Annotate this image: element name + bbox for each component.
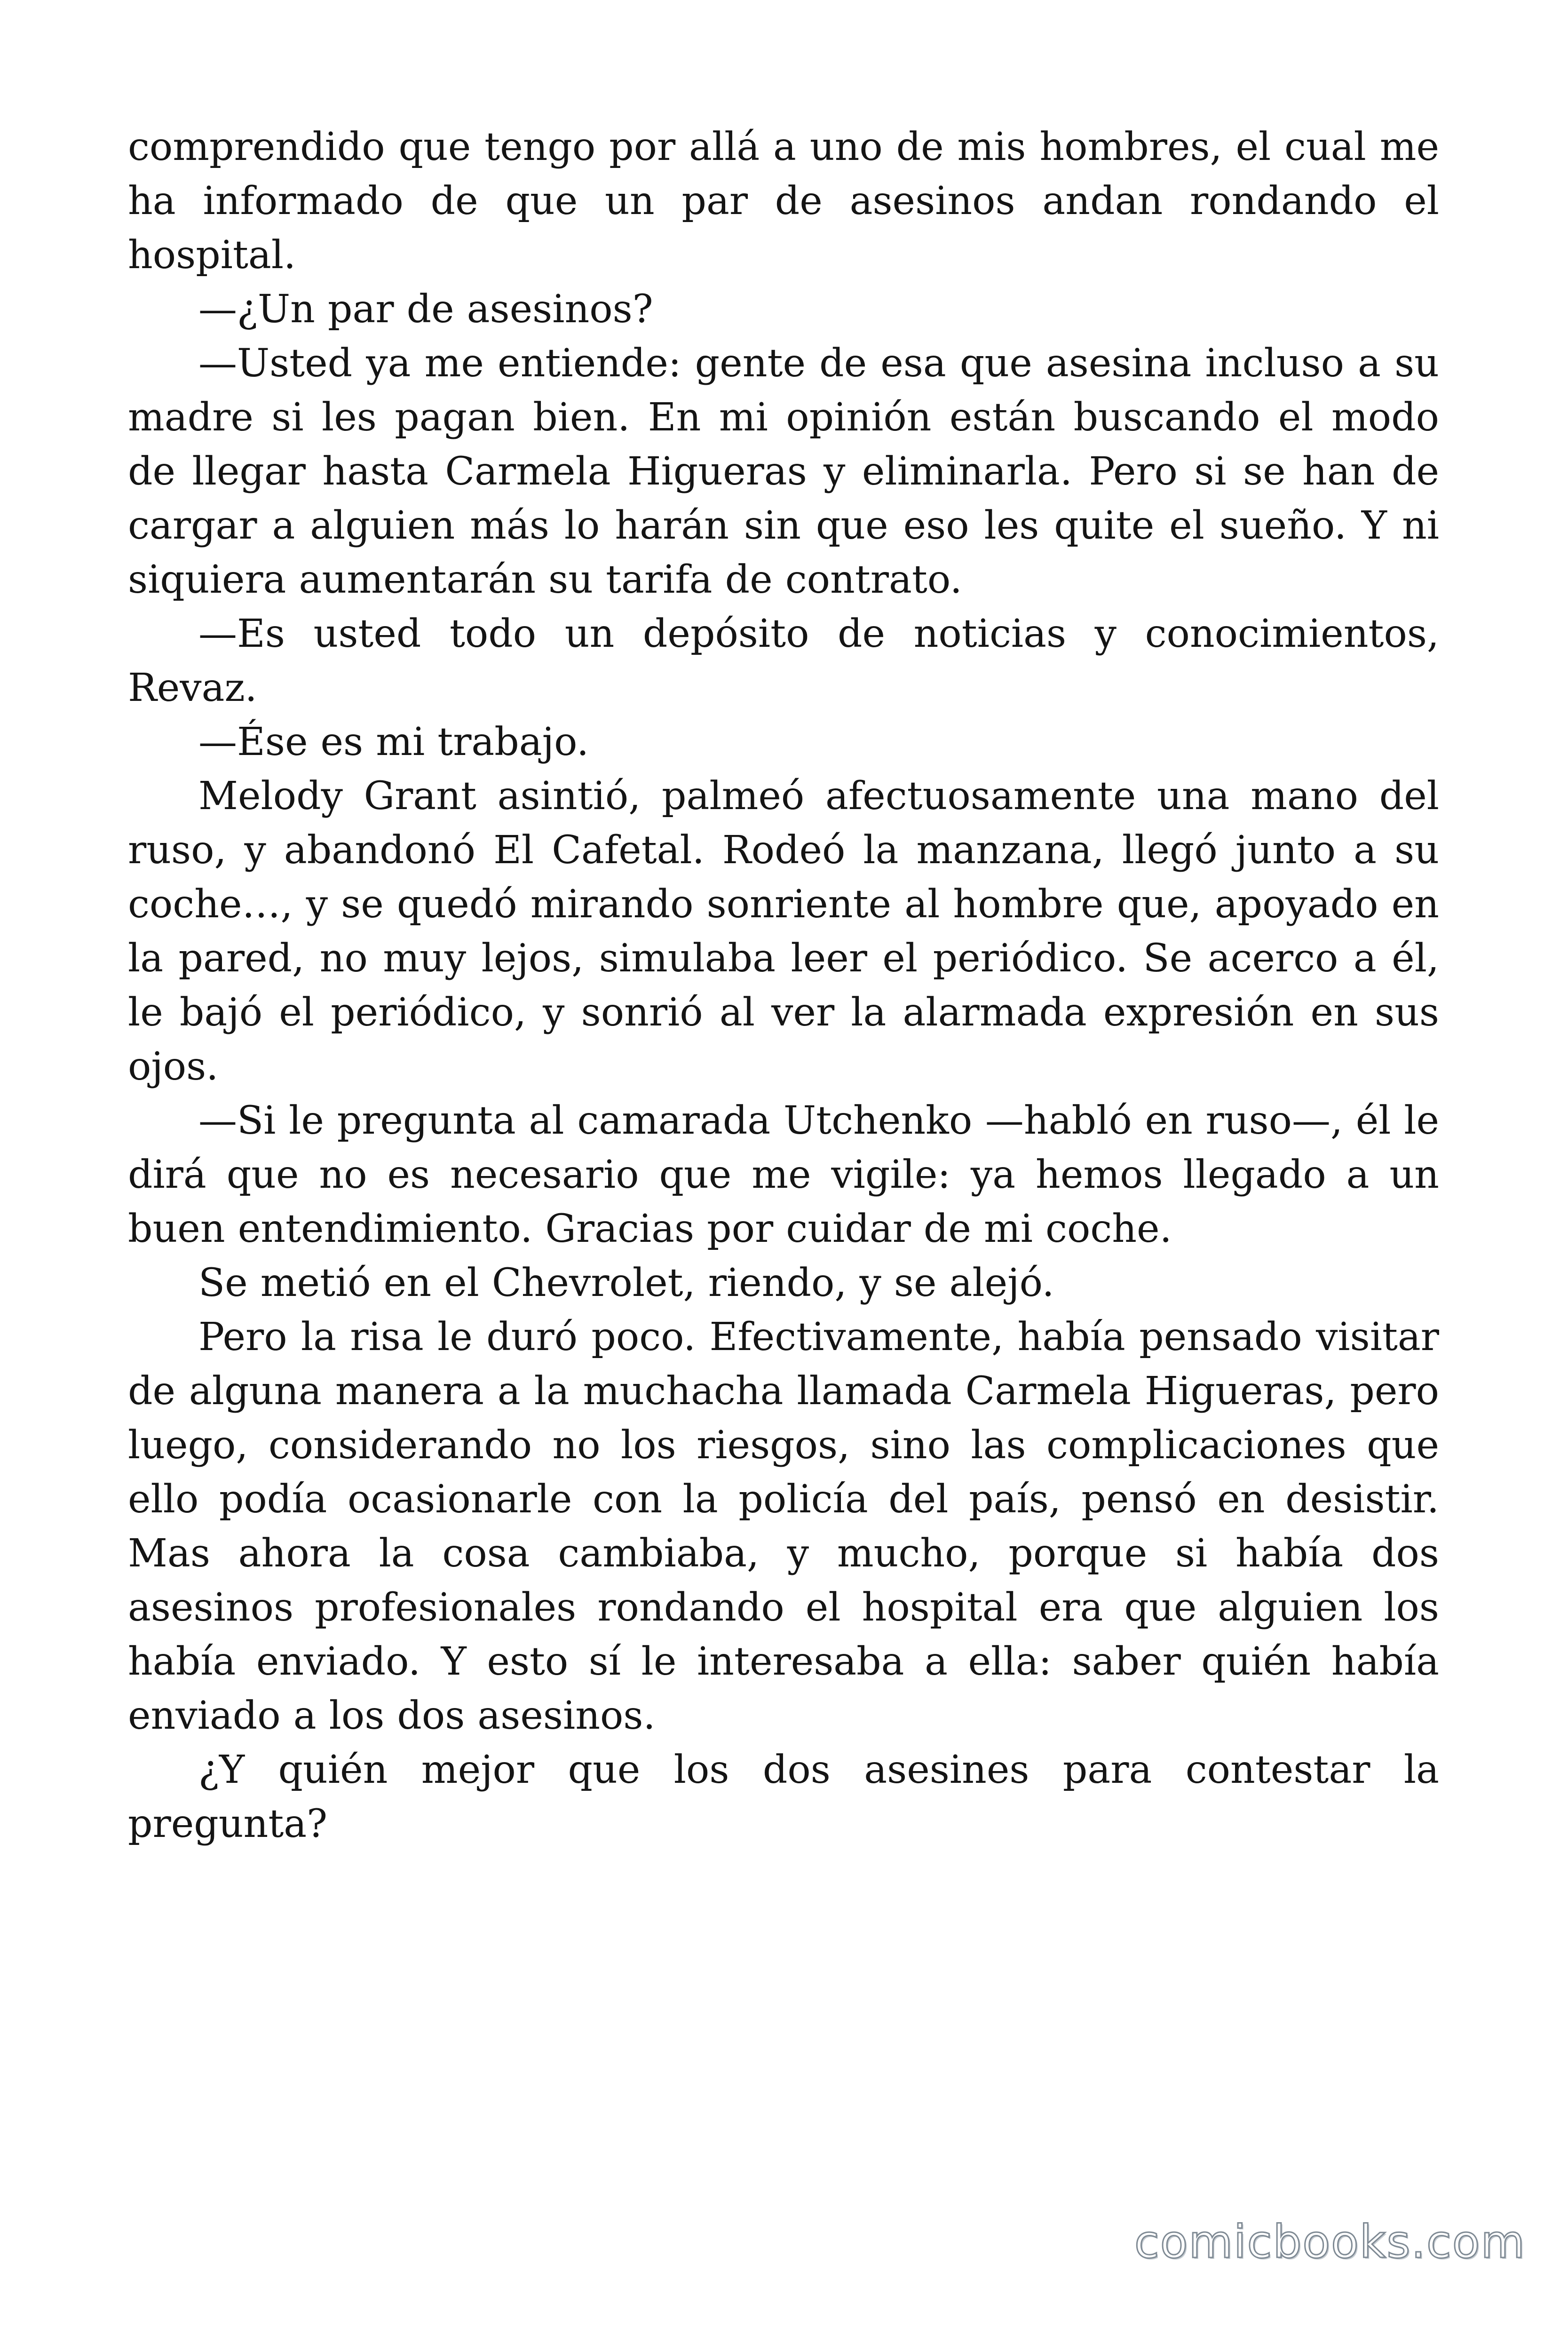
site-watermark: comicbooks.com — [1134, 2216, 1526, 2268]
paragraph-8: Se metió en el Chevrolet, riendo, y se alejó. — [198, 1261, 1054, 1305]
paragraph-1: comprendido que tengo por allá a uno de mis hombres, el cual me ha informado de que un par de asesinos andan rondando el hospital. — [128, 125, 1439, 278]
paragraph-7: —Si le pregunta al camarada Utchenko —habló en ruso—, él le dirá que no es necesario que me vigile: ya hemos llegado a un buen entendimiento. Gracias por cuidar de mi coche. — [128, 1098, 1439, 1251]
paragraph-6: Melody Grant asintió, palmeó afectuosamente una mano del ruso, y abandonó El Cafetal. Rodeó la manzana, llegó junto a su coche…, y se quedó mirando sonriente al hombre que, apoyado en la pared, no muy lejos, simulaba leer el periódico. Se acerco a él, le bajó el periódico, y sonrió al ver la alarmada expresión en sus ojos. — [128, 774, 1439, 1089]
paragraph-9: Pero la risa le duró poco. Efectivamente, había pensado visitar de alguna manera a la muchacha llamada Carmela Higueras, pero luego, considerando no los riesgos, sino las complicaciones que ello podía ocasionarle con la policía del país, pensó en desistir. Mas ahora la cosa cambiaba, y mucho, porque si había dos asesinos profesionales rondando el hospital era que alguien los había enviado. Y esto sí le interesaba a ella: saber quién había enviado a los dos asesinos. — [128, 1315, 1439, 1738]
paragraph-5: —Ése es mi trabajo. — [198, 720, 589, 764]
paragraph-10: ¿Y quién mejor que los dos asesines para contestar la pregunta? — [128, 1748, 1439, 1846]
paragraph-2: —¿Un par de asesinos? — [198, 287, 653, 332]
body-text — [128, 120, 1439, 1851]
paragraph-3: —Usted ya me entiende: gente de esa que asesina incluso a su madre si les pagan bien. En mi opinión están buscando el modo de llegar hasta Carmela Higueras y eliminarla. Pero si se han de cargar a alguien más lo harán sin que eso les quite el sueño. Y ni siquiera aumentarán su tarifa de contrato. — [128, 341, 1439, 602]
paragraph-4: —Es usted todo un depósito de noticias y conocimientos, Revaz. — [128, 612, 1439, 710]
